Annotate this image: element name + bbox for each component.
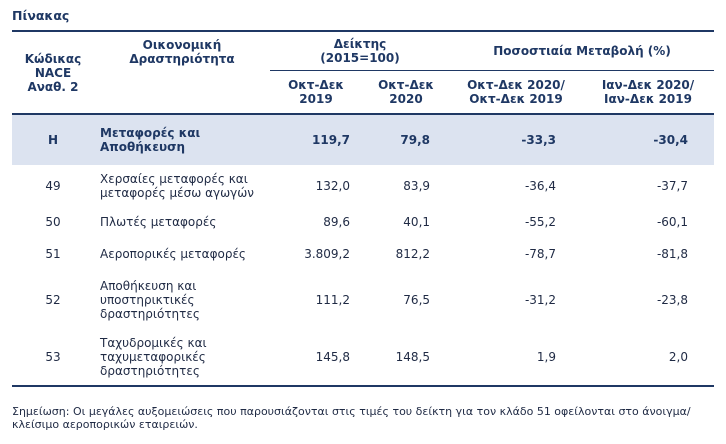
- row-value-2020: 76,5: [403, 293, 431, 307]
- row-code: 51: [45, 247, 61, 261]
- activity-line: δραστηριότητες: [100, 307, 200, 321]
- section-activity: [94, 114, 270, 165]
- header-percent-change: Ποσοστιαία Μεταβολή (%): [450, 31, 714, 71]
- row-value-2019: 111,2: [315, 293, 350, 307]
- header-line: 2020: [389, 92, 423, 106]
- activity-line: Αεροπορικές μεταφορές: [100, 247, 246, 261]
- row-change-annual: -60,1: [656, 215, 689, 229]
- activity-line: Αποθήκευση: [100, 140, 186, 154]
- row-change-annual: 2,0: [582, 329, 714, 386]
- row-value-2020: 148,5: [362, 329, 450, 386]
- table-row: [12, 329, 714, 386]
- header-line: Οκτ-Δεκ 2020/: [467, 78, 565, 92]
- row-change-annual: -23,8: [656, 293, 689, 307]
- row-value-2019: 89,6: [323, 215, 350, 229]
- header-line: Αναθ. 2: [27, 79, 79, 94]
- section-value-2020: 79,8: [362, 114, 450, 165]
- header-index: [270, 31, 450, 71]
- row-change-annual: -81,8: [656, 247, 689, 261]
- section-value-2019: 119,7: [270, 114, 362, 165]
- row-code: 50: [45, 215, 61, 229]
- row-value-2019: 3.809,2: [304, 247, 350, 261]
- header-line: Ιαν-Δεκ 2019: [604, 92, 692, 106]
- transport-index-table: [12, 30, 714, 387]
- row-code: 49: [45, 179, 61, 193]
- row-value-2019: 145,8: [270, 329, 362, 386]
- header-line: Οκτ-Δεκ 2019: [469, 92, 563, 106]
- table-row: [12, 271, 714, 329]
- activity-line: δραστηριότητες: [100, 364, 200, 378]
- row-code: 52: [45, 293, 61, 307]
- header-line: Οκτ-Δεκ: [378, 78, 434, 92]
- row-change-q4: -36,4: [524, 179, 557, 193]
- row-change-q4: -55,2: [524, 215, 557, 229]
- activity-line: Ταχυδρομικές και: [100, 336, 207, 350]
- row-activity: [94, 165, 270, 207]
- row-value-2019: 132,0: [315, 179, 350, 193]
- table-caption: Πίνακας: [12, 8, 70, 23]
- header-period-2020: [362, 71, 450, 115]
- header-activity: [94, 31, 270, 114]
- table-row: [12, 165, 714, 207]
- table-row: [12, 237, 714, 271]
- row-activity: [94, 329, 270, 386]
- row-change-q4: -78,7: [524, 247, 557, 261]
- row-activity: [94, 207, 270, 237]
- row-value-2020: 40,1: [403, 215, 431, 229]
- header-change-q4: [450, 71, 582, 115]
- row-value-2020: 83,9: [403, 179, 431, 193]
- activity-line: ταχυμεταφορικές: [100, 350, 206, 364]
- section-code: H: [12, 114, 94, 165]
- header-line: Οικονομική: [142, 38, 222, 52]
- footnote: Σημείωση: Οι μεγάλες αυξομειώσεις που παρουσιάζονται στις τιμές του δείκτη για τον κλάδο 51 οφείλονται στο άνοιγμα/κλείσιμο αεροπορικών εταιρειών.: [12, 405, 691, 431]
- row-change-q4: -31,2: [524, 293, 557, 307]
- header-line: 2019: [299, 92, 333, 106]
- header-line: Δραστηριότητα: [129, 52, 235, 66]
- activity-line: μεταφορές μέσω αγωγών: [100, 186, 254, 200]
- header-period-2019: [270, 71, 362, 115]
- row-change-annual: -37,7: [656, 179, 689, 193]
- section-row: [12, 114, 714, 165]
- section-change-q4: -33,3: [450, 114, 582, 165]
- table-row: [12, 207, 714, 237]
- activity-line: Πλωτές μεταφορές: [100, 215, 217, 229]
- activity-line: Μεταφορές και: [100, 126, 201, 140]
- activity-line: Αποθήκευση και: [100, 279, 197, 293]
- row-activity: [94, 237, 270, 271]
- header-line: Δείκτης: [333, 37, 387, 51]
- header-change-annual: [582, 71, 714, 115]
- header-line: (2015=100): [320, 51, 400, 65]
- activity-line: υποστηρικτικές: [100, 293, 195, 307]
- section-change-annual: -30,4: [582, 114, 714, 165]
- row-change-q4: 1,9: [450, 329, 582, 386]
- row-code: 53: [12, 329, 94, 386]
- activity-line: Χερσαίες μεταφορές και: [100, 172, 248, 186]
- header-line: NACE: [34, 65, 72, 80]
- row-activity: [94, 271, 270, 329]
- header-line: Οκτ-Δεκ: [288, 78, 344, 92]
- header-nace-code: [12, 31, 94, 114]
- header-line: Ιαν-Δεκ 2020/: [601, 78, 695, 92]
- row-value-2020: 812,2: [395, 247, 431, 261]
- header-line: Κώδικας: [24, 51, 82, 66]
